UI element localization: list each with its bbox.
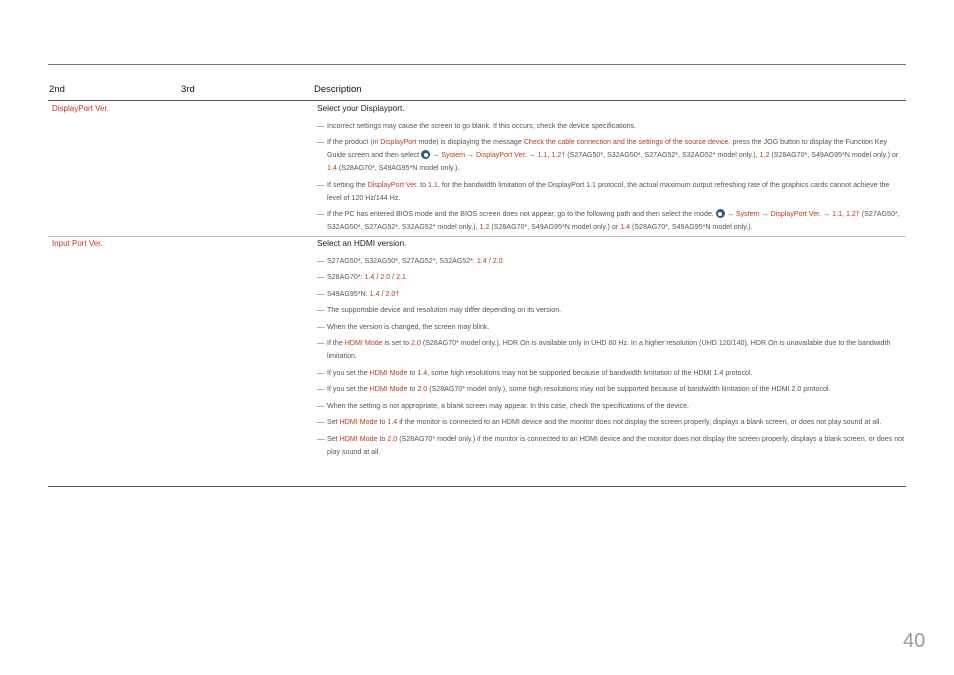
- note-dash: —: [317, 137, 325, 146]
- header-description: Description: [314, 84, 362, 95]
- displayport-note-2: — If the product (in DisplayPort mode) is displaying the message Check the cable connection and the settings of the source device. press the JOG button to display the Function Key Guide screen and then select → System → DisplayPort Ver. → 1.1, 1.2† (S27AG50*, S32AG50*, S27AG52*, S32AG52* model only.), 1.2 (S28AG70*, S49AG95*N model only.) or 1.4 (S28AG70*, S49AG95*N model only.).: [317, 137, 899, 172]
- inputport-note-2: — S28AG70*: 1.4 / 2.0 / 2.1: [317, 272, 407, 281]
- inputport-note-9: — When the setting is not appropriate, a blank screen may appear. In this case, check the specifications of the device.: [317, 400, 689, 410]
- note-dash: —: [317, 400, 325, 410]
- arrow-icon: →: [823, 210, 831, 218]
- inputport-note-11: — Set HDMI Mode to 2.0 (S28AG70* model only.) if the monitor is connected to an HDMI device and the monitor does not display the screen properly, displays a blank screen, or does not play sound at all.: [317, 433, 905, 456]
- arrow-icon: →: [466, 151, 475, 159]
- page-number: 40: [903, 630, 926, 652]
- note-dash: —: [317, 338, 325, 347]
- displayport-lead: Select your Displayport.: [317, 103, 405, 113]
- note-dash: —: [317, 417, 325, 426]
- header-3rd: 3rd: [181, 84, 195, 95]
- note-dash: —: [317, 255, 325, 265]
- note-dash: —: [317, 120, 325, 130]
- inputport-note-6: — If the HDMI Mode is set to 2.0 (S28AG70* model only.), HDR On is available only in UHD 60 Hz. In a higher resolution (UHD 120/140), HDR On is unavailable due to the bandwidth limitation.: [317, 338, 891, 360]
- header-2nd: 2nd: [49, 84, 65, 95]
- note-dash: —: [317, 433, 325, 443]
- note-dash: —: [317, 272, 325, 281]
- note-dash: —: [317, 384, 325, 393]
- inputport-note-5: — When the version is changed, the screen may blink.: [317, 321, 490, 331]
- displayport-note-4: — If the PC has entered BIOS mode and the BIOS screen does not appear, go to the following path and then select the mode. → System → DisplayPort Ver. → 1.1, 1.2† (S27AG50*, S32AG50*, S27AG52*, S32AG52* model only.), 1.2 (S28AG70*, S49AG95*N model only.) or 1.4 (S28AG70*, S49AG95*N model only.).: [317, 209, 900, 231]
- inputport-note-8: — If you set the HDMI Mode to 2.0 (S28AG70* model only.), some high resolutions may not be supported because of bandwidth limitation of the HDMI 2.0 protocol.: [317, 384, 831, 393]
- inputport-note-4: — The supportable device and resolution may differ depending on its version.: [317, 305, 562, 314]
- arrow-icon: →: [528, 151, 536, 159]
- inputport-note-7: — If you set the HDMI Mode to 1.4, some high resolutions may not be supported because of bandwidth limitation of the HDMI 1.4 protocol.: [317, 367, 753, 377]
- inputport-note-1: — S27AG50*, S32AG50*, S27AG52*, S32AG52*: 1.4 / 2.0: [317, 255, 503, 265]
- displayport-description: [317, 103, 905, 238]
- section-divider: [48, 236, 906, 237]
- note-dash: —: [317, 305, 325, 314]
- settings-gear-icon: [716, 209, 725, 218]
- note-dash: —: [317, 367, 325, 377]
- inputport-lead: Select an HDMI version.: [317, 238, 407, 248]
- header-rule: [48, 100, 906, 101]
- arrow-icon: →: [432, 151, 440, 159]
- note-dash: —: [317, 179, 325, 189]
- displayport-note-1: — Incorrect settings may cause the screen to go blank. If this occurs, check the device specifications.: [317, 120, 637, 130]
- inputport-note-10: — Set HDMI Mode to 1.4 if the monitor is connected to an HDMI device and the monitor does not display the screen properly, displays a blank screen, or does not play sound at all.: [317, 417, 882, 426]
- settings-gear-icon: [421, 150, 430, 159]
- note-dash: —: [317, 321, 325, 331]
- bottom-rule: [48, 486, 906, 487]
- displayport-note-3: — If setting the DisplayPort Ver. to 1.1, for the bandwidth limitation of the DisplayPort 1.1 protocol, the actual maximum output refreshing rate of the graphics cards cannot achieve the level of 120 Hz/144 Hz.: [317, 179, 890, 202]
- inputport-note-3: — S49AG95*N: 1.4 / 2.0†: [317, 288, 400, 298]
- menu-displayport-ver: DisplayPort Ver.: [52, 104, 109, 113]
- arrow-icon: →: [726, 210, 734, 218]
- arrow-icon: →: [761, 210, 769, 218]
- note-dash: —: [317, 288, 325, 298]
- top-rule: [48, 64, 906, 65]
- note-dash: —: [317, 209, 325, 218]
- menu-input-port-ver: Input Port Ver.: [52, 239, 103, 248]
- inputport-description: [317, 238, 905, 462]
